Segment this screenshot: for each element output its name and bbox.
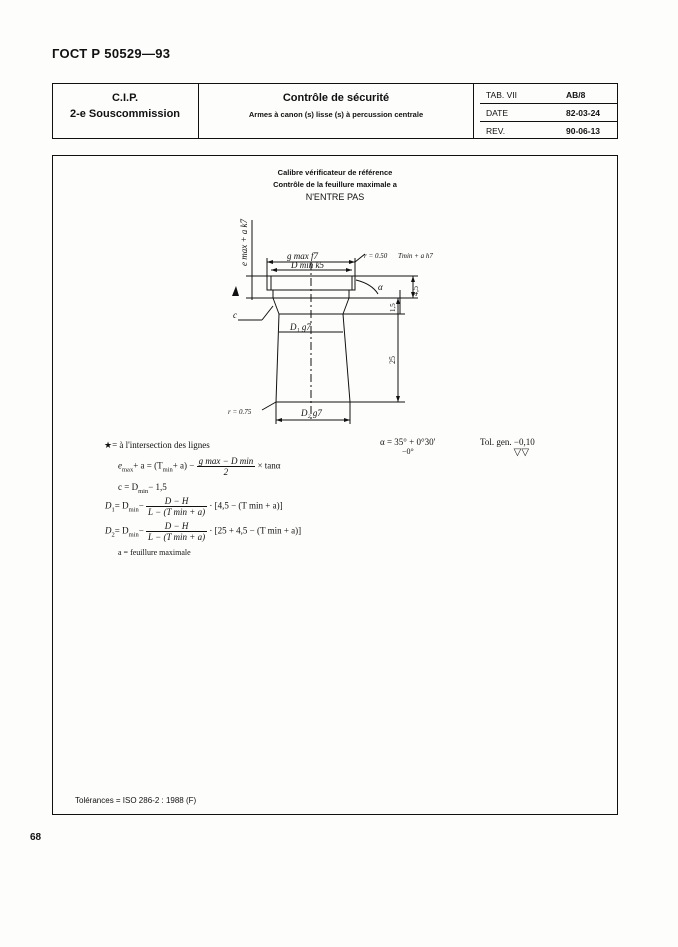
arrow-head bbox=[346, 268, 352, 272]
cip-label: C.I.P. bbox=[111, 92, 139, 104]
arrow-head bbox=[267, 260, 273, 264]
r075-label: r = 0.75 bbox=[228, 408, 252, 416]
arrow-head bbox=[276, 418, 282, 422]
arrow-head bbox=[396, 298, 400, 304]
star-definition: ★= à l'intersection des lignes bbox=[104, 440, 210, 450]
c-label: c bbox=[233, 310, 237, 320]
dim15-label: 1,5 bbox=[389, 303, 397, 312]
tab-value: AB/8 bbox=[566, 90, 586, 100]
dmin-label: D min k5 bbox=[291, 260, 324, 270]
finish-symbol: ▽▽ bbox=[513, 447, 530, 458]
star-marker bbox=[232, 286, 239, 296]
alpha-label: α bbox=[378, 282, 383, 292]
formula-emax: $e_{max}+ a = (T_{min}+ a)$ − $\frac{\text{g max − D min}}{2}$ × tanα bbox=[118, 456, 281, 477]
tol-gen-value: Tol. gen. −0,10 bbox=[480, 437, 535, 447]
header-subtitle: Armes à canon (s) lisse (s) à percussion centrale bbox=[248, 110, 424, 119]
document-code: ГОСТ Р 50529—93 bbox=[52, 46, 171, 61]
subcommission-label: 2-e Souscommission bbox=[69, 108, 181, 120]
rev-value: 90-06-13 bbox=[566, 126, 601, 136]
formula-d2: $D_2= D_{min}-$ $\frac{D - H}{\text{L − (T min + a)}}$ · [25 + 4,5 − (T min + a)] bbox=[105, 521, 302, 542]
neck-right bbox=[343, 298, 349, 314]
tolerances-note: Tolérances = ISO 286-2 : 1988 (F) bbox=[75, 796, 197, 805]
date-label: DATE bbox=[486, 108, 509, 118]
r075-leader bbox=[262, 402, 276, 410]
alpha-arc bbox=[356, 280, 378, 294]
header-title: Contrôle de sécurité bbox=[282, 92, 390, 104]
cone-left bbox=[276, 314, 279, 402]
fraction: $\frac{D - H}{\text{L − (T min + a)}}$ bbox=[148, 496, 206, 517]
a-definition: a = feuillure maximale bbox=[118, 548, 191, 557]
figure-title-1: Calibre vérificateur de référence bbox=[277, 168, 393, 177]
dim25-label: 25 bbox=[388, 356, 397, 364]
formula-d1: $D_1= D_{min}-$ $\frac{D - H}{\text{L − (T min + a)}}$ · [4,5 − (T min + a)] bbox=[105, 496, 283, 517]
gmax-label: g max f7 bbox=[287, 251, 318, 261]
page-number: 68 bbox=[30, 832, 42, 843]
date-value: 82-03-24 bbox=[566, 108, 601, 118]
formula-c: $c = D_{min}- 1,5$ bbox=[118, 482, 167, 495]
alpha-sub: −0° bbox=[402, 447, 414, 456]
emax-label: e max + a k7 bbox=[239, 218, 249, 266]
tmin-label: Tmin + a h7 bbox=[398, 252, 433, 260]
alpha-main: α = 35° + 0°30' bbox=[380, 437, 436, 447]
r050-label: r = 0.50 bbox=[364, 252, 388, 260]
c-leader bbox=[262, 306, 273, 320]
neck-left bbox=[273, 298, 279, 314]
alpha-spec bbox=[380, 437, 435, 456]
cone-right bbox=[343, 314, 350, 402]
tab-label: TAB. VII bbox=[486, 90, 518, 100]
arrow-head bbox=[396, 396, 400, 402]
dim45-label: 4,5 bbox=[411, 286, 420, 296]
fraction: $\frac{D - H}{\text{L − (T min + a)}}$ bbox=[148, 521, 206, 542]
figure-title-3: N'ENTRE PAS bbox=[305, 192, 365, 202]
tolerance-general bbox=[480, 437, 535, 458]
figure-title-2: Contrôle de la feuillure maximale a bbox=[273, 180, 397, 189]
star-icon: ★ bbox=[104, 440, 113, 450]
arrow-head bbox=[349, 260, 355, 264]
rev-label: REV. bbox=[486, 126, 506, 136]
d2-label: D₂ g7 bbox=[301, 408, 322, 418]
arrow-head bbox=[344, 418, 350, 422]
fraction: $\frac{\text{g max − D min}}{2}$ bbox=[198, 456, 254, 477]
arrow-head bbox=[271, 268, 277, 272]
d1-label: D₁ g7 bbox=[290, 322, 311, 332]
arrow-head bbox=[411, 276, 415, 282]
